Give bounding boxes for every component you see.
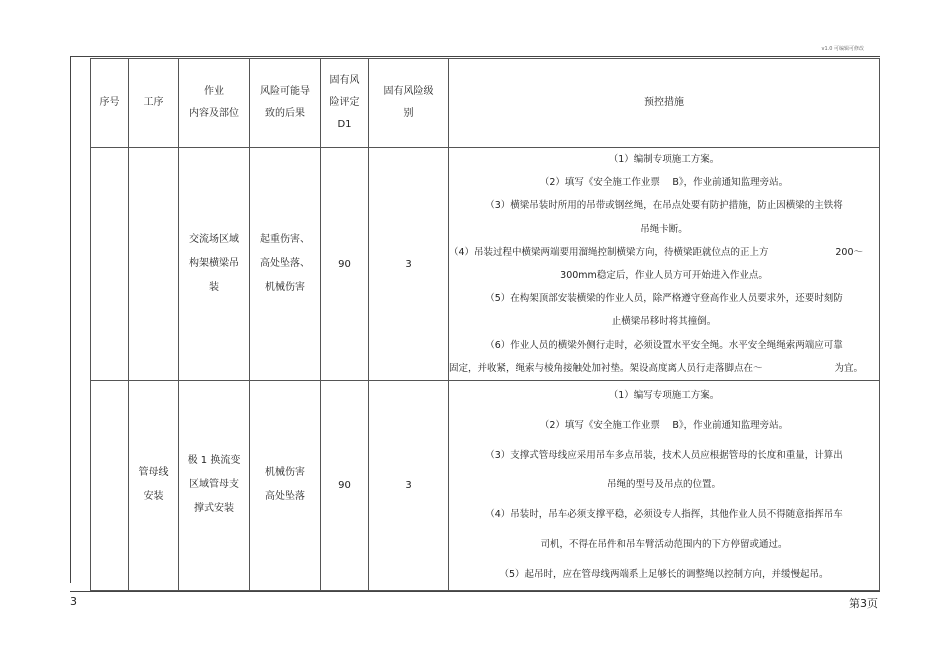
page-label: 第3页 [849,597,878,610]
row-measures [449,148,880,381]
header-measures: 预控措施 [449,59,880,148]
row-level: 3 [369,148,449,381]
row-level: 3 [369,381,449,591]
measure-value-200: 200～ [835,246,863,258]
header-d1: 固有风 险评定 D1 [321,59,369,148]
measure-tail: 为宜。 [834,362,863,374]
measure-line: 吊绳卡断。 [640,223,688,235]
header-process: 工序 [129,59,179,148]
measure-line: （1）编制专项施工方案。 [608,154,720,165]
table-row [91,381,880,591]
measure-line: 止横梁吊移时将其撞倒。 [611,316,717,328]
table-row [91,148,880,381]
measure-line: （5）在构架顶部安装横梁的作业人员，除严格遵守登高作业人员要求外，还要时刻防 [485,293,843,305]
left-margin-line [70,56,71,583]
header-consequence: 风险可能导 致的后果 [250,59,321,148]
row-consequence: 机械伤害 高处坠落 [250,381,321,591]
row-consequence: 起重伤害、 高处坠落、 机械伤害 [250,148,321,381]
top-border-line [70,56,880,57]
measure-line: 固定，并收紧，绳索与棱角接触处加衬垫。架设高度离人员行走落脚点在～ 为宜。 [449,357,879,380]
header-version-note: v1.0 可编辑可修改 [821,46,864,52]
row-d1: 90 [321,148,369,381]
row-d1: 90 [321,381,369,591]
header-level: 固有风险级 别 [369,59,449,148]
measure-line: 吊绳的型号及吊点的位置。 [606,479,721,491]
row-seq [91,381,129,591]
header-content: 作业 内容及部位 [179,59,250,148]
measure-line: （1）编写专项施工方案。 [608,390,720,402]
row-measures [449,381,880,591]
measure-line: （3）横梁吊装时所用的吊带或钢丝绳，在吊点处要有防护措施，防止因横梁的主铁将 [485,200,843,212]
header-seq: 序号 [91,59,129,148]
row-content: 交流场区域 构架横梁吊 装 [179,148,250,381]
page-number: 3 [70,595,77,608]
measure-line: （2）填写《安全施工作业票 B》，作业前通知监理旁站。 [539,419,789,431]
row-process: 管母线 安装 [129,381,179,591]
footer-line [70,591,880,592]
measure-line: （4）吊装过程中横梁两端要用溜绳控制横梁方向，待横梁距就位点的正上方 200～ [449,241,879,264]
measure-line: （6）作业人员的横梁外侧行走时，必须设置水平安全绳。水平安全绳绳索两端应可靠 [485,339,843,351]
measure-line: （4）吊装时，吊车必须支撑平稳，必须设专人指挥，其他作业人员不得随意指挥吊车 [485,509,843,521]
measure-line: （5）起吊时，应在管母线两端系上足够长的调整绳以控制方向，并缓慢起吊。 [499,568,829,580]
row-process [129,148,179,381]
row-content: 极 1 换流变 区域管母支 撑式安装 [179,381,250,591]
row-seq [91,148,129,381]
table-header-row [91,59,880,148]
measure-line: 300mm稳定后，作业人员方可开始进入作业点。 [560,270,768,282]
measure-line: 司机，不得在吊件和吊车臂活动范围内的下方停留或通过。 [540,539,788,551]
risk-control-table [90,58,880,591]
measure-line: （2）填写《安全施工作业票 B》，作业前通知监理旁站。 [539,177,789,189]
measure-line: （3）支撑式管母线应采用吊车多点吊装，技术人员应根据管母的长度和重量，计算出 [485,449,843,461]
